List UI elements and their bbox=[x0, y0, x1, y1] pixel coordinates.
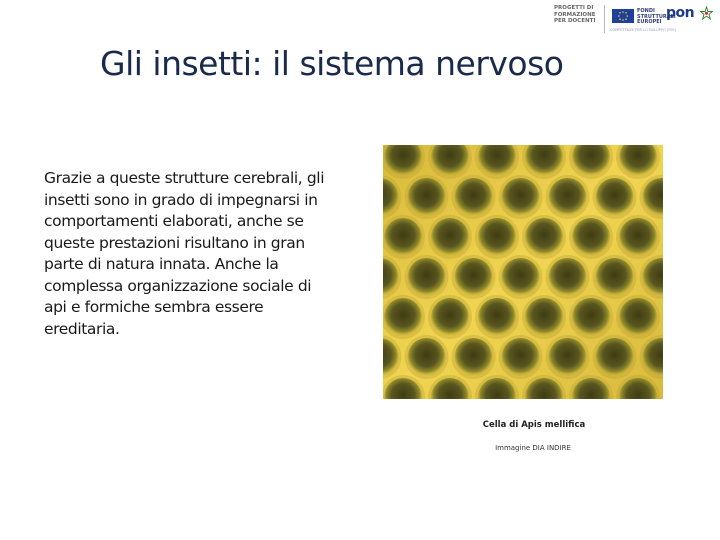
honeycomb-cell bbox=[408, 338, 446, 376]
honeycomb-cell bbox=[455, 258, 493, 296]
honeycomb-cell bbox=[572, 298, 610, 336]
honeycomb-cell bbox=[596, 338, 634, 376]
honeycomb-cell bbox=[619, 298, 657, 336]
honeycomb-cell bbox=[502, 178, 540, 216]
honeycomb-cell bbox=[502, 258, 540, 296]
logo-divider bbox=[604, 5, 605, 33]
honeycomb-cell bbox=[525, 218, 563, 256]
eu-flag-icon bbox=[612, 9, 634, 23]
honeycomb-cell bbox=[431, 218, 469, 256]
honeycomb-cell bbox=[596, 258, 634, 296]
honeycomb-cell bbox=[478, 298, 516, 336]
logo-bar bbox=[548, 3, 716, 35]
honeycomb-cell bbox=[596, 178, 634, 216]
honeycomb-cell bbox=[384, 298, 422, 336]
honeycomb-cell bbox=[384, 218, 422, 256]
honeycomb-cell bbox=[408, 258, 446, 296]
honeycomb-cell bbox=[502, 338, 540, 376]
honeycomb-cell bbox=[455, 338, 493, 376]
honeycomb-cell bbox=[455, 178, 493, 216]
honeycomb-cell bbox=[431, 298, 469, 336]
honeycomb-cell bbox=[549, 338, 587, 376]
fondi-strutturali-label: FONDI STRUTTURALI EUROPEI bbox=[637, 8, 676, 25]
pon-logo: pon bbox=[666, 5, 695, 21]
logo-tagline: COMPETENZE PER LO SVILUPPO (FSE) bbox=[610, 28, 676, 32]
slide-body-text: Grazie a queste strutture cerebrali, gli insetti sono in grado di impegnarsi in comportamenti elaborati, anche se queste prestazioni risultano in gran parte di natura innata. Anche la complessa organizzazione sociale di api e formiche sembra essere ereditaria. bbox=[44, 169, 325, 338]
image-credit: Immagine DIA INDIRE bbox=[495, 444, 571, 452]
honeycomb-photo bbox=[383, 145, 663, 399]
slide-title: Gli insetti: il sistema nervoso bbox=[100, 44, 564, 83]
honeycomb-cell bbox=[572, 218, 610, 256]
programme-logo-text: PROGETTI DI FORMAZIONE PER DOCENTI bbox=[554, 5, 596, 24]
honeycomb-cell bbox=[549, 178, 587, 216]
honeycomb-cell bbox=[408, 178, 446, 216]
honeycomb-cell bbox=[619, 218, 657, 256]
honeycomb-cell bbox=[549, 258, 587, 296]
honeycomb-cell bbox=[478, 218, 516, 256]
republic-emblem-icon bbox=[700, 6, 713, 22]
image-caption: Cella di Apis mellifica bbox=[482, 420, 586, 430]
honeycomb-cell bbox=[525, 298, 563, 336]
honeycomb-image bbox=[383, 145, 663, 399]
